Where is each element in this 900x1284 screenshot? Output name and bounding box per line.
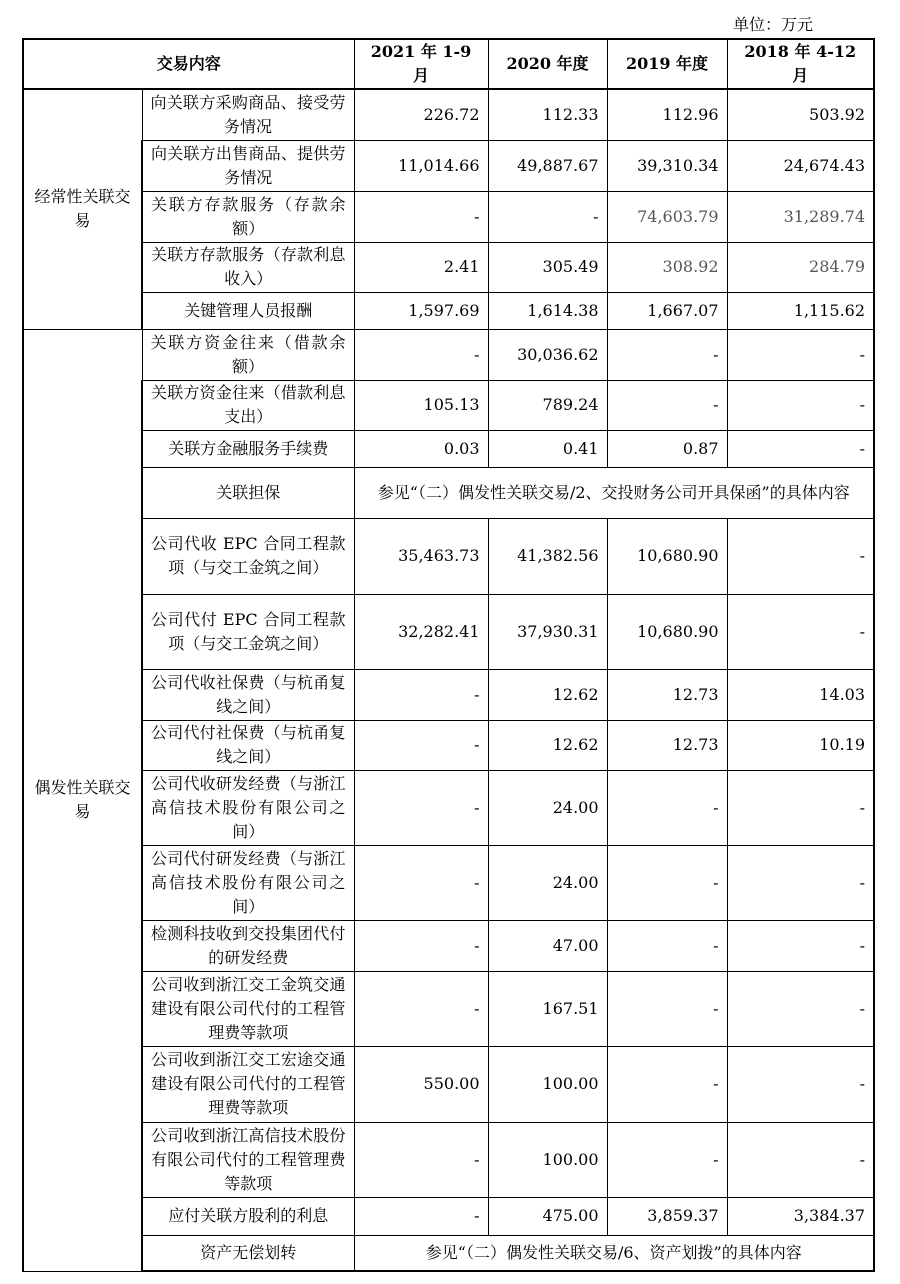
value-cell: - — [354, 845, 488, 920]
item-label: 公司收到浙江交工金筑交通建设有限公司代付的工程管理费等款项 — [142, 971, 354, 1046]
value-cell: 35,463.73 — [354, 518, 488, 594]
value-cell: - — [607, 380, 727, 430]
value-cell: 14.03 — [727, 669, 874, 720]
value-cell: - — [607, 971, 727, 1046]
table-row — [23, 1197, 874, 1235]
value-cell: 789.24 — [488, 380, 607, 430]
item-label: 公司代付社保费（与杭甬复线之间） — [142, 720, 354, 770]
header-period: 2021 年 1-9 月 — [354, 39, 488, 89]
table-row — [23, 1046, 874, 1122]
header-content: 交易内容 — [23, 39, 354, 89]
value-cell: - — [354, 329, 488, 380]
value-cell: 10,680.90 — [607, 594, 727, 669]
table-row — [23, 467, 874, 518]
item-label: 公司代收社保费（与杭甬复线之间） — [142, 669, 354, 720]
value-cell: - — [607, 1046, 727, 1122]
item-label: 关联方资金往来（借款余额） — [142, 329, 354, 380]
value-cell: - — [354, 669, 488, 720]
table-row — [23, 191, 874, 242]
value-cell: 30,036.62 — [488, 329, 607, 380]
value-cell: - — [727, 380, 874, 430]
value-cell: 105.13 — [354, 380, 488, 430]
value-cell: - — [727, 518, 874, 594]
item-label: 向关联方采购商品、接受劳务情况 — [142, 89, 354, 140]
value-cell: - — [727, 770, 874, 845]
value-cell: 305.49 — [488, 242, 607, 292]
value-cell: 0.87 — [607, 430, 727, 467]
merged-note: 参见“（二）偶发性关联交易/2、交投财务公司开具保函”的具体内容 — [354, 467, 874, 518]
value-cell: 10,680.90 — [607, 518, 727, 594]
table-row — [23, 594, 874, 669]
value-cell: 167.51 — [488, 971, 607, 1046]
item-label: 公司收到浙江高信技术股份有限公司代付的工程管理费等款项 — [142, 1122, 354, 1197]
value-cell: - — [727, 594, 874, 669]
value-cell: 100.00 — [488, 1046, 607, 1122]
value-cell: 1,614.38 — [488, 292, 607, 329]
value-cell: - — [354, 920, 488, 971]
item-label: 公司代付研发经费（与浙江高信技术股份有限公司之间） — [142, 845, 354, 920]
value-cell: - — [727, 1122, 874, 1197]
value-cell: 1,597.69 — [354, 292, 488, 329]
item-label: 资产无偿划转 — [142, 1235, 354, 1271]
value-cell: 10.19 — [727, 720, 874, 770]
value-cell: 226.72 — [354, 89, 488, 140]
value-cell: 0.03 — [354, 430, 488, 467]
header-period: 2019 年度 — [607, 39, 727, 89]
table-row — [23, 920, 874, 971]
value-cell: 12.62 — [488, 669, 607, 720]
table-row — [23, 242, 874, 292]
item-label: 关联担保 — [142, 467, 354, 518]
table-row — [23, 720, 874, 770]
merged-note: 参见“（二）偶发性关联交易/6、资产划拨”的具体内容 — [354, 1235, 874, 1271]
value-cell: - — [354, 1197, 488, 1235]
table-row — [23, 292, 874, 329]
table-row — [23, 669, 874, 720]
value-cell: 41,382.56 — [488, 518, 607, 594]
value-cell: 100.00 — [488, 1122, 607, 1197]
value-cell: - — [488, 191, 607, 242]
table-row — [23, 89, 874, 140]
value-cell: - — [727, 1046, 874, 1122]
item-label: 关联方存款服务（存款利息收入） — [142, 242, 354, 292]
value-cell: - — [607, 845, 727, 920]
value-cell: - — [354, 1122, 488, 1197]
value-cell: - — [727, 971, 874, 1046]
value-cell: - — [354, 720, 488, 770]
item-label: 关联方存款服务（存款余额） — [142, 191, 354, 242]
item-label: 关联方资金往来（借款利息支出） — [142, 380, 354, 430]
value-cell: 1,667.07 — [607, 292, 727, 329]
table-row — [23, 430, 874, 467]
value-cell: 503.92 — [727, 89, 874, 140]
value-cell: 1,115.62 — [727, 292, 874, 329]
table-row — [23, 845, 874, 920]
table-row — [23, 1122, 874, 1197]
item-label: 公司代付 EPC 合同工程款项（与交工金筑之间） — [142, 594, 354, 669]
header-period: 2018 年 4-12 月 — [727, 39, 874, 89]
value-cell: 49,887.67 — [488, 140, 607, 191]
value-cell: 12.73 — [607, 669, 727, 720]
value-cell: 0.41 — [488, 430, 607, 467]
table-row — [23, 380, 874, 430]
value-cell: 2.41 — [354, 242, 488, 292]
header-period: 2020 年度 — [488, 39, 607, 89]
table-row — [23, 140, 874, 191]
value-cell: - — [607, 770, 727, 845]
value-cell: 550.00 — [354, 1046, 488, 1122]
item-label: 公司收到浙江交工宏途交通建设有限公司代付的工程管理费等款项 — [142, 1046, 354, 1122]
value-cell: - — [727, 329, 874, 380]
item-label: 关键管理人员报酬 — [142, 292, 354, 329]
value-cell: - — [727, 430, 874, 467]
table-row — [23, 518, 874, 594]
value-cell: 31,289.74 — [727, 191, 874, 242]
related-transactions-table — [22, 38, 875, 1272]
item-label: 检测科技收到交投集团代付的研发经费 — [142, 920, 354, 971]
value-cell: - — [607, 329, 727, 380]
value-cell: - — [727, 920, 874, 971]
value-cell: 74,603.79 — [607, 191, 727, 242]
table-row — [23, 770, 874, 845]
table-row — [23, 971, 874, 1046]
value-cell: 39,310.34 — [607, 140, 727, 191]
item-label: 公司代收 EPC 合同工程款项（与交工金筑之间） — [142, 518, 354, 594]
value-cell: 24.00 — [488, 845, 607, 920]
value-cell: 308.92 — [607, 242, 727, 292]
value-cell: 284.79 — [727, 242, 874, 292]
value-cell: 47.00 — [488, 920, 607, 971]
value-cell: 475.00 — [488, 1197, 607, 1235]
value-cell: - — [354, 191, 488, 242]
group-occasional: 偶发性关联交易 — [23, 329, 142, 1271]
value-cell: 12.73 — [607, 720, 727, 770]
table-row — [23, 1235, 874, 1271]
value-cell: 24,674.43 — [727, 140, 874, 191]
value-cell: 32,282.41 — [354, 594, 488, 669]
group-recurring: 经常性关联交易 — [23, 89, 142, 329]
item-label: 关联方金融服务手续费 — [142, 430, 354, 467]
value-cell: - — [354, 971, 488, 1046]
header-row — [23, 39, 874, 89]
value-cell: - — [727, 845, 874, 920]
value-cell: - — [354, 770, 488, 845]
value-cell: 24.00 — [488, 770, 607, 845]
value-cell: 112.33 — [488, 89, 607, 140]
item-label: 公司代收研发经费（与浙江高信技术股份有限公司之间） — [142, 770, 354, 845]
value-cell: 12.62 — [488, 720, 607, 770]
item-label: 向关联方出售商品、提供劳务情况 — [142, 140, 354, 191]
value-cell: - — [607, 1122, 727, 1197]
value-cell: 3,859.37 — [607, 1197, 727, 1235]
unit-label: 单位：万元 — [733, 15, 814, 34]
table-row — [23, 329, 874, 380]
value-cell: - — [607, 920, 727, 971]
value-cell: 11,014.66 — [354, 140, 488, 191]
value-cell: 3,384.37 — [727, 1197, 874, 1235]
value-cell: 112.96 — [607, 89, 727, 140]
value-cell: 37,930.31 — [488, 594, 607, 669]
item-label: 应付关联方股利的利息 — [142, 1197, 354, 1235]
